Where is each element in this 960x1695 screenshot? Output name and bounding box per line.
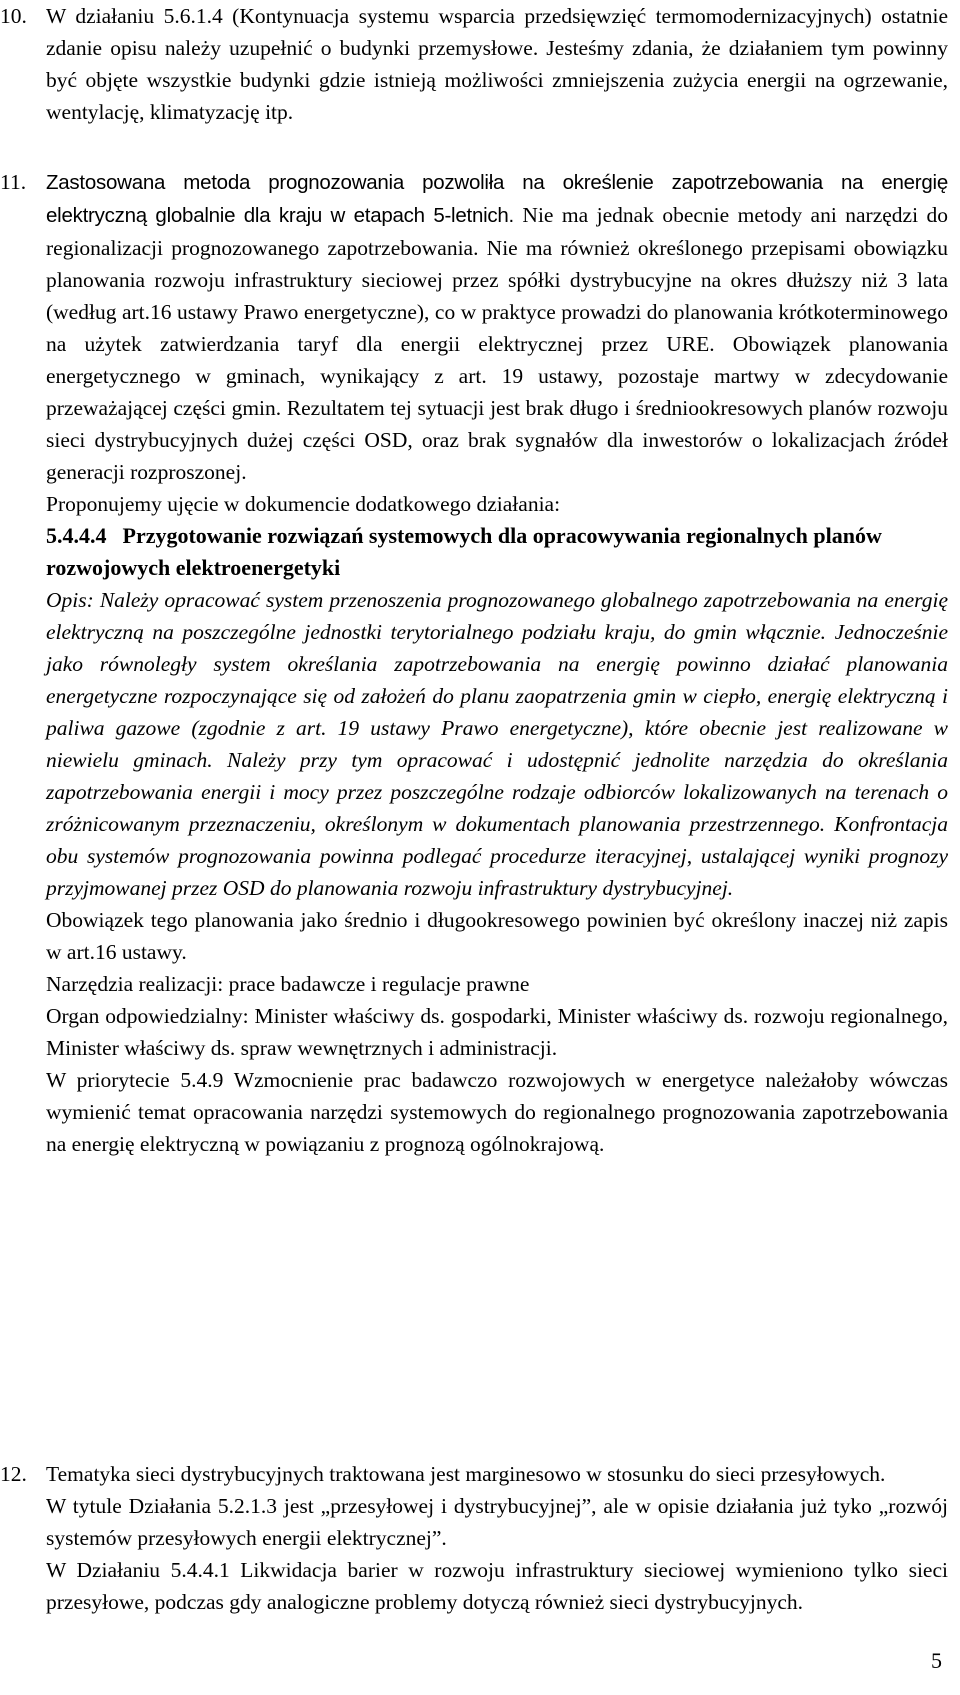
priority-text: W priorytecie 5.4.9 Wzmocnienie prac badawczo rozwojowych w energetyce należałoby wówczas wymienić temat opracowania narzędzi systemowych do regionalnego prognozowania zapotrzebowania na energię elektryczną w powiązaniu z prognozą ogólnokrajową. <box>46 1068 948 1156</box>
page-number: 5 <box>931 1648 942 1673</box>
proposal-line: Proponujemy ujęcie w dokumencie dodatkowego działania: <box>46 492 561 516</box>
action-heading <box>46 520 948 584</box>
item-11-narrow-text: Zastosowana metoda prognozowania pozwoliła na określenie zapotrzebowania na energię elektryczną globalnie dla kraju w etapach 5-letnich. <box>46 171 948 227</box>
item-11-body <box>46 166 948 1160</box>
list-item-10 <box>0 0 948 128</box>
tools-text: Narzędzia realizacji: prace badawcze i regulacje prawne <box>46 972 530 996</box>
item-12-text: Tematyka sieci dystrybucyjnych traktowana jest marginesowo w stosunku do sieci przesyłowych. <box>46 1462 886 1486</box>
action-title: Przygotowanie rozwiązań systemowych dla opracowywania regionalnych planów rozwojowych elektroenergetyki <box>46 523 882 580</box>
organ-text: Organ odpowiedzialny: Minister właściwy ds. gospodarki, Minister właściwy ds. rozwoju regionalnego, Minister właściwy ds. spraw wewnętrznych i administracji. <box>46 1004 948 1060</box>
item-11-paragraph <box>46 166 948 488</box>
item-number: 12. <box>0 1462 27 1486</box>
item-10-text: W działaniu 5.6.1.4 (Kontynuacja systemu wsparcia przedsięwzięć termomodernizacyjnych) ostatnie zdanie opisu należy uzupełnić o budynki przemysłowe. Jesteśmy zdania, że działaniem tym powinny być objęte wszystkie budynki gdzie istnieją możliwości zmniejszenia zużycia energii na ogrzewanie, wentylację, klimatyzację itp. <box>46 4 948 124</box>
obligation-text: Obowiązek tego planowania jako średnio i długookresowego powinien być określony inaczej niż zapis w art.16 ustawy. <box>46 908 948 964</box>
opis-text: Należy opracować system przenoszenia prognozowanego globalnego zapotrzebowania na energię elektryczną na poszczególne jednostki terytorialnego podziału kraju, do gmin włącznie. Jednocześnie jako równoległy system określania zapotrzebowania na energię powinno działać planowania energetyczne rozpoczynające się od założeń do planu zaopatrzenia gmin w ciepło, energię elektryczną i paliwa gazowe (zgodnie z art. 19 ustawy Prawo energetyczne), które obecnie jest realizowane w niewielu gminach. Należy przy tym opracować i udostępnić jednolite narzędzia do określania zapotrzebowania energii i mocy przez poszczególne rodzaje odbiorców lokalizowanych na terenach o zróżnicowanym przeznaczeniu, określonym w dokumentach planowania przestrzennego. Konfrontacja obu systemów prognozowania powinna podlegać procedurze iteracyjnej, ustalającej wyniki prognozy przyjmowanej przez OSD do planowania rozwoju infrastruktury dystrybucyjnej. <box>46 588 948 900</box>
item-number: 11. <box>0 170 27 194</box>
action-number: 5.4.4.4 <box>46 523 107 548</box>
title-note-text: W tytule Działania 5.2.1.3 jest „przesyłowej i dystrybucyjnej”, ale w opisie działania już tyko „rozwój systemów przesyłowych energii elektrycznej”. <box>46 1494 948 1550</box>
item-12-body <box>46 1458 948 1618</box>
action-note-text: W Działaniu 5.4.4.1 Likwidacja barier w rozwoju infrastruktury sieciowej wymieniono tylko sieci przesyłowe, podczas gdy analogiczne problemy dotyczą również sieci dystrybucyjnych. <box>46 1558 948 1614</box>
opis-label: Opis: <box>46 588 94 612</box>
item-number: 10. <box>0 4 27 28</box>
list-item-12 <box>0 1458 948 1618</box>
action-description <box>46 584 948 904</box>
item-11-text: Nie ma jednak obecnie metody ani narzędzi do regionalizacji prognozowanego zapotrzebowania. Nie ma również określonego przepisami obowiązku planowania rozwoju infrastruktury sieciowej przez spółki dystrybucyjne na okres dłuższy niż 3 lata (według art.16 ustawy Prawo energetyczne), co w praktyce prowadzi do planowania krótkoterminowego na użytek zatwierdzania taryf dla energii elektrycznej przez URE. Obowiązek planowania energetycznego w gminach, wynikający z art. 19 ustawy, pozostaje martwy w zdecydowanie przeważającej części gmin. Rezultatem tej sytuacji jest brak długo i średniookresowych planów rozwoju sieci dystrybucyjnych dużej części OSD, oraz brak sygnałów dla inwestorów o lokalizacjach źródeł generacji rozproszonej. <box>46 203 948 484</box>
list-item-11 <box>0 166 948 1160</box>
